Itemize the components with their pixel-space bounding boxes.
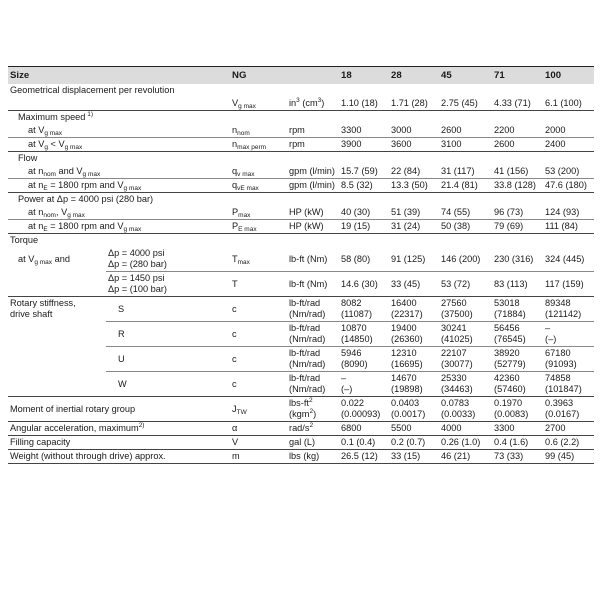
- table-cell: 324 (445): [545, 253, 585, 264]
- table-cell: 50 (38): [439, 220, 492, 234]
- table-cell: 111 (84): [543, 220, 594, 234]
- displacement-label: Geometrical displacement per revolution: [10, 85, 175, 95]
- table-cell: 73 (33): [492, 450, 543, 464]
- row-label: at $n_E = 1800$ rpm and $V_{g max}$: [8, 220, 230, 234]
- shaft-type: U: [106, 347, 190, 372]
- displacement-title-row: [8, 84, 594, 97]
- size-45-header: 45: [439, 67, 492, 85]
- table-cell: – (–): [339, 372, 389, 397]
- table-cell: 22107 (30077): [439, 347, 492, 372]
- table-cell: 51 (39): [391, 207, 421, 217]
- flow-title-row: [8, 152, 594, 166]
- table-cell: 21.4 (81): [439, 179, 492, 193]
- stiffness-label: Rotary stiffness, drive shaft: [8, 297, 106, 322]
- table-cell: 19400 (26360): [389, 322, 439, 347]
- table-cell: 53 (72): [439, 272, 492, 297]
- flow-row: [8, 179, 594, 193]
- row-unit: lb-ft (Nm): [287, 272, 339, 297]
- table-cell: 89348 (121142): [543, 297, 594, 322]
- shaft-type: S: [106, 297, 190, 322]
- table-cell: 5946 (8090): [339, 347, 389, 372]
- table-cell: 96 (73): [494, 207, 524, 217]
- row-unit: HP (kW): [287, 220, 339, 234]
- table-cell: 33 (15): [389, 450, 439, 464]
- torque-pressure: Δp = 1450 psi Δp = (100 bar): [106, 272, 230, 297]
- row-unit: lbs (kg): [287, 450, 339, 464]
- row-symbol: m: [230, 450, 287, 464]
- row-unit: gpm (l/min): [287, 179, 339, 193]
- row-symbol: $q_{vE max}$: [230, 179, 287, 193]
- table-cell: 146 (200): [441, 253, 481, 264]
- table-cell: 14670 (19898): [389, 372, 439, 397]
- table-cell: 2600: [492, 138, 543, 152]
- torque-row: [8, 247, 594, 272]
- table-cell: 0.4 (1.6): [492, 436, 543, 450]
- table-cell: 2200: [494, 125, 515, 135]
- row-label: at $n_{nom}$ and $V_{g max}$: [28, 166, 101, 178]
- table-cell: 0.3963 (0.0167): [543, 397, 594, 422]
- table-cell: 53018 (71884): [492, 297, 543, 322]
- table-cell: 2700: [543, 422, 594, 436]
- table-cell: 30241 (41025): [439, 322, 492, 347]
- row-symbol: $n_{nom}$: [232, 125, 250, 137]
- table-cell: 0.022 (0.00093): [339, 397, 389, 422]
- row-unit: HP (kW): [289, 207, 324, 217]
- power-label: Power at Δp = 4000 psi (280 bar): [8, 193, 594, 207]
- table-cell: 27560 (37500): [439, 297, 492, 322]
- row-symbol: $q_{v max}$: [232, 166, 255, 178]
- torque-title-row: [8, 234, 594, 248]
- inertia-row: [8, 397, 594, 422]
- shaft-type: R: [106, 322, 190, 347]
- stiffness-row: [8, 372, 594, 397]
- table-cell: 3100: [439, 138, 492, 152]
- spec-sheet: [8, 66, 594, 464]
- row-unit: gal (L): [287, 436, 339, 450]
- max-speed-row: [8, 124, 594, 138]
- table-cell: 3000: [391, 125, 412, 135]
- flow-row: [8, 165, 594, 179]
- table-cell: 40 (30): [341, 207, 371, 217]
- torque-label: Torque: [8, 234, 594, 248]
- flow-label: Flow: [8, 152, 594, 166]
- table-cell: 58 (80): [341, 253, 371, 264]
- row-unit: lb-ft/rad (Nm/rad): [287, 297, 339, 322]
- row-symbol: T: [230, 272, 287, 297]
- table-cell: 230 (316): [494, 253, 534, 264]
- row-symbol: $J_{TW}$: [230, 397, 287, 422]
- table-cell: 2600: [441, 125, 462, 135]
- torque-pressure: Δp = 4000 psi Δp = (280 bar): [108, 248, 167, 269]
- row-label: at $V_g < V_{g max}$: [8, 138, 230, 152]
- table-cell: 31 (117): [441, 166, 475, 176]
- table-cell: 0.0783 (0.0033): [439, 397, 492, 422]
- table-header-row: [8, 67, 594, 85]
- table-cell: 0.26 (1.0): [439, 436, 492, 450]
- table-cell: 38920 (52779): [492, 347, 543, 372]
- table-cell: 33 (45): [389, 272, 439, 297]
- size-18-header: 18: [339, 67, 389, 85]
- inertia-label: Moment of inertial rotary group: [8, 397, 230, 422]
- table-cell: 26.5 (12): [339, 450, 389, 464]
- table-cell: 2400: [543, 138, 594, 152]
- table-cell: 2000: [545, 125, 566, 135]
- table-cell: 42360 (57460): [492, 372, 543, 397]
- table-cell: 91 (125): [391, 253, 426, 264]
- row-unit: lb-ft (Nm): [289, 253, 328, 264]
- table-cell: 3300: [341, 125, 362, 135]
- table-cell: 16400 (22317): [389, 297, 439, 322]
- table-cell: – (–): [543, 322, 594, 347]
- row-label: at $V_{g max}$: [28, 125, 63, 137]
- table-cell: 3300: [492, 422, 543, 436]
- table-cell: 83 (113): [492, 272, 543, 297]
- row-symbol: $n_{max perm}$: [230, 138, 287, 152]
- row-symbol: $P_{E max}$: [230, 220, 287, 234]
- specifications-table: [8, 66, 594, 464]
- stiffness-row: [8, 322, 594, 347]
- table-cell: 33.8 (128): [492, 179, 543, 193]
- row-symbol: c: [230, 347, 287, 372]
- table-cell: 46 (21): [439, 450, 492, 464]
- table-cell: 31 (24): [389, 220, 439, 234]
- row-symbol: c: [230, 297, 287, 322]
- row-unit: rpm: [289, 125, 305, 135]
- row-symbol: $T_{max}$: [232, 253, 250, 266]
- size-28-header: 28: [389, 67, 439, 85]
- displacement-unit: $in^3$ $(cm^3)$: [289, 97, 325, 108]
- row-unit: rad/$s^2$: [287, 422, 339, 436]
- row-unit: lb-ft/rad (Nm/rad): [287, 347, 339, 372]
- weight-label: Weight (without through drive) approx.: [8, 450, 230, 464]
- table-cell: 13.3 (50): [389, 179, 439, 193]
- table-cell: 56456 (76545): [492, 322, 543, 347]
- row-symbol: c: [230, 372, 287, 397]
- row-unit: lbs-$ft^2$ (kgm$^2$): [287, 397, 339, 422]
- row-symbol: α: [230, 422, 287, 436]
- max-speed-label: Maximum speed $^{1)}$: [8, 111, 594, 125]
- row-label: at $n_E = 1800$ rpm and $V_{g max}$: [8, 179, 230, 193]
- row-unit: rpm: [287, 138, 339, 152]
- row-symbol: c: [230, 322, 287, 347]
- table-cell: 124 (93): [545, 207, 580, 217]
- accel-row: [8, 422, 594, 436]
- stiffness-row: [8, 347, 594, 372]
- power-row: [8, 220, 594, 234]
- table-cell: 47.6 (180): [543, 179, 594, 193]
- row-symbol: V: [230, 436, 287, 450]
- table-cell: 79 (69): [492, 220, 543, 234]
- power-title-row: [8, 193, 594, 207]
- table-cell: 4000: [439, 422, 492, 436]
- ng-header: NG: [230, 67, 339, 85]
- row-symbol: $P_{max}$: [232, 207, 251, 219]
- table-cell: 15.7 (59): [341, 166, 378, 176]
- table-cell: 99 (45): [543, 450, 594, 464]
- table-cell: 0.1970 (0.0083): [492, 397, 543, 422]
- table-cell: 8082 (11087): [339, 297, 389, 322]
- table-cell: 19 (15): [339, 220, 389, 234]
- table-cell: 10870 (14850): [339, 322, 389, 347]
- row-unit: lb-ft/rad (Nm/rad): [287, 372, 339, 397]
- row-unit: lb-ft/rad (Nm/rad): [287, 322, 339, 347]
- displacement-row: [8, 97, 594, 111]
- table-cell: 67180 (91093): [543, 347, 594, 372]
- torque-condition: at $V_{g max}$ and: [18, 253, 70, 266]
- table-cell: 0.6 (2.2): [543, 436, 594, 450]
- table-cell: 14.6 (30): [339, 272, 389, 297]
- table-cell: 6800: [339, 422, 389, 436]
- table-cell: 0.0403 (0.0017): [389, 397, 439, 422]
- shaft-type: W: [106, 372, 190, 397]
- table-cell: 3600: [389, 138, 439, 152]
- row-unit: gpm (l/min): [289, 166, 335, 176]
- accel-label: Angular acceleration, maximum$^{2)}$: [8, 422, 230, 436]
- table-cell: 2.75 (45): [441, 98, 478, 108]
- filling-label: Filling capacity: [8, 436, 230, 450]
- max-speed-title-row: [8, 111, 594, 125]
- stiffness-row: [8, 297, 594, 322]
- table-cell: 0.2 (0.7): [389, 436, 439, 450]
- power-row: [8, 206, 594, 220]
- table-cell: 25330 (34463): [439, 372, 492, 397]
- displacement-symbol: $V_{g max}$: [232, 98, 256, 110]
- size-header: Size: [8, 67, 230, 85]
- table-cell: 41 (156): [494, 166, 529, 176]
- max-speed-row: [8, 138, 594, 152]
- filling-row: [8, 436, 594, 450]
- table-cell: 0.1 (0.4): [339, 436, 389, 450]
- torque-row: [8, 272, 594, 297]
- table-cell: 1.10 (18): [341, 98, 378, 108]
- table-cell: 4.33 (71): [494, 98, 531, 108]
- row-label: at $n_{nom}$, $V_{g max}$: [28, 207, 85, 219]
- table-cell: 5500: [389, 422, 439, 436]
- size-71-header: 71: [492, 67, 543, 85]
- weight-row: [8, 450, 594, 464]
- table-cell: 12310 (16695): [389, 347, 439, 372]
- table-cell: 8.5 (32): [339, 179, 389, 193]
- table-cell: 117 (159): [543, 272, 594, 297]
- table-cell: 22 (84): [391, 166, 421, 176]
- table-cell: 1.71 (28): [391, 98, 428, 108]
- table-cell: 53 (200): [545, 166, 580, 176]
- table-cell: 3900: [339, 138, 389, 152]
- table-cell: 74 (55): [441, 207, 471, 217]
- table-cell: 6.1 (100): [545, 98, 582, 108]
- size-100-header: 100: [543, 67, 594, 85]
- table-cell: 74858 (101847): [543, 372, 594, 397]
